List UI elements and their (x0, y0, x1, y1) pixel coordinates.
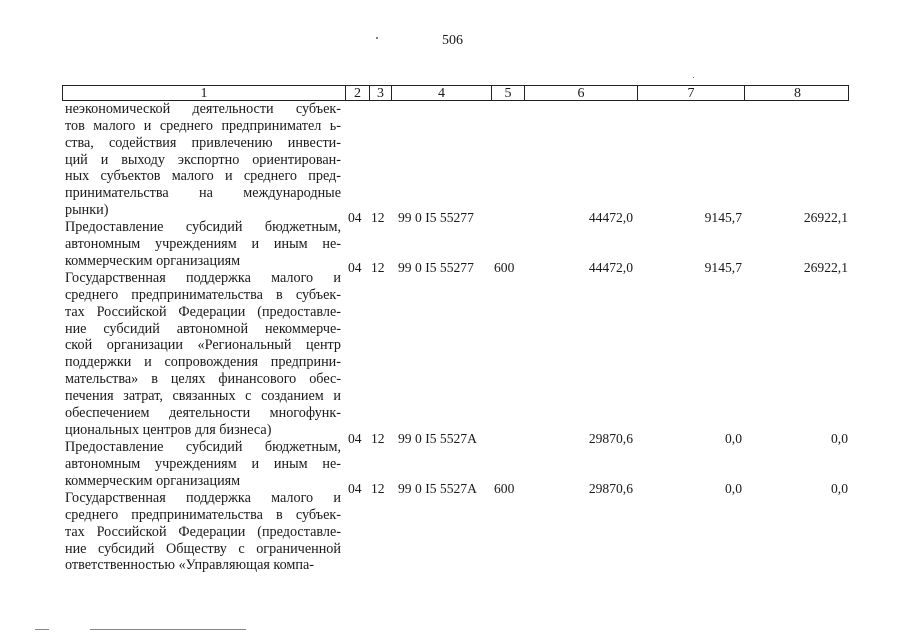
description-line: тах Российской Федерации (предоставле- (65, 523, 341, 540)
cell-csr: 99 0 I5 5527A (398, 481, 477, 496)
row-description (65, 439, 341, 490)
description-line: Государственная поддержка малого и (65, 490, 341, 506)
description-line: печения затрат, связанных с созданием и (65, 387, 341, 404)
description-line: среднего предпринимательства в субъек- (65, 506, 341, 523)
cell-pr: 12 (371, 481, 385, 496)
description-line: коммерческим организациям (65, 252, 241, 269)
description-line: рынки) (65, 202, 109, 219)
description-line: ства, содействия привлечению инвести- (65, 134, 341, 151)
description-line: ответственностью «Управляющая компа- (65, 557, 315, 574)
description-line: тов малого и среднего предпринимател ь- (65, 117, 341, 134)
description-line: Предоставление субсидий бюджетным, (65, 219, 341, 235)
cell-v6: 44472,0 (588, 210, 633, 225)
cell-csr: 99 0 I5 55277 (398, 260, 474, 275)
description-line: ние субсидий автономной некоммерче- (65, 320, 341, 337)
description-line: ций и выходу экспортно ориентирован- (65, 151, 341, 168)
header-col-6: 6 (524, 86, 637, 100)
cell-csr: 99 0 I5 5527A (398, 431, 477, 446)
header-col-1: 1 (200, 86, 208, 101)
description-line: автономным учреждениям и иным не- (65, 235, 341, 252)
description-line: обеспечением деятельности многофунк- (65, 404, 341, 421)
description-line: поддержки и сопровождения предприни- (65, 354, 341, 371)
description-line: ние субсидий Обществу с ограниченной (65, 540, 341, 557)
description-line: принимательства на международные (65, 185, 341, 202)
description-line: Государственная поддержка малого и (65, 270, 341, 286)
description-line: мательства» в целях финансового обес- (65, 371, 341, 388)
header-col-2: 2 (345, 86, 369, 100)
description-line: ской организации «Региональный центр (65, 337, 341, 354)
description-line: неэкономической деятельности субъек- (65, 101, 341, 117)
header-col-4: 4 (391, 86, 491, 100)
header-col-7: 7 (637, 86, 744, 100)
cell-v7: 0,0 (725, 431, 742, 446)
row-description (65, 101, 341, 219)
description-line: ных субъектов малого и среднего пред- (65, 168, 341, 185)
cell-v8: 26922,1 (803, 260, 848, 275)
scan-speck (376, 37, 378, 39)
table-header (62, 85, 849, 101)
header-col-3: 3 (369, 86, 391, 100)
cell-v6: 44472,0 (588, 260, 633, 275)
description-line: циональных центров для бизнеса) (65, 421, 272, 438)
cell-v8: 0,0 (831, 431, 848, 446)
cell-v7: 0,0 (725, 481, 742, 496)
cell-rz: 04 (348, 210, 362, 225)
cell-vr: 600 (494, 481, 515, 496)
cell-v7: 9145,7 (704, 210, 742, 225)
page-number: 506 (442, 33, 463, 48)
cell-csr: 99 0 I5 55277 (398, 210, 474, 225)
cell-rz: 04 (348, 260, 362, 275)
header-col-5: 5 (491, 86, 524, 100)
header-col-8: 8 (744, 86, 850, 100)
description-line: коммерческим организациям (65, 472, 241, 489)
footer-rule-short (35, 629, 49, 630)
cell-v8: 26922,1 (803, 210, 848, 225)
scan-speck (693, 77, 694, 78)
cell-pr: 12 (371, 260, 385, 275)
description-line: Предоставление субсидий бюджетным, (65, 439, 341, 455)
row-description (65, 490, 341, 574)
row-description (65, 270, 341, 438)
cell-rz: 04 (348, 431, 362, 446)
cell-v6: 29870,6 (588, 431, 633, 446)
description-line: среднего предпринимательства в субъек- (65, 286, 341, 303)
cell-pr: 12 (371, 210, 385, 225)
description-line: тах Российской Федерации (предоставле- (65, 303, 341, 320)
cell-v7: 9145,7 (704, 260, 742, 275)
cell-rz: 04 (348, 481, 362, 496)
cell-vr: 600 (494, 260, 515, 275)
description-line: автономным учреждениям и иным не- (65, 455, 341, 472)
footer-rule (90, 629, 246, 630)
row-description (65, 219, 341, 270)
cell-pr: 12 (371, 431, 385, 446)
cell-v8: 0,0 (831, 481, 848, 496)
cell-v6: 29870,6 (588, 481, 633, 496)
